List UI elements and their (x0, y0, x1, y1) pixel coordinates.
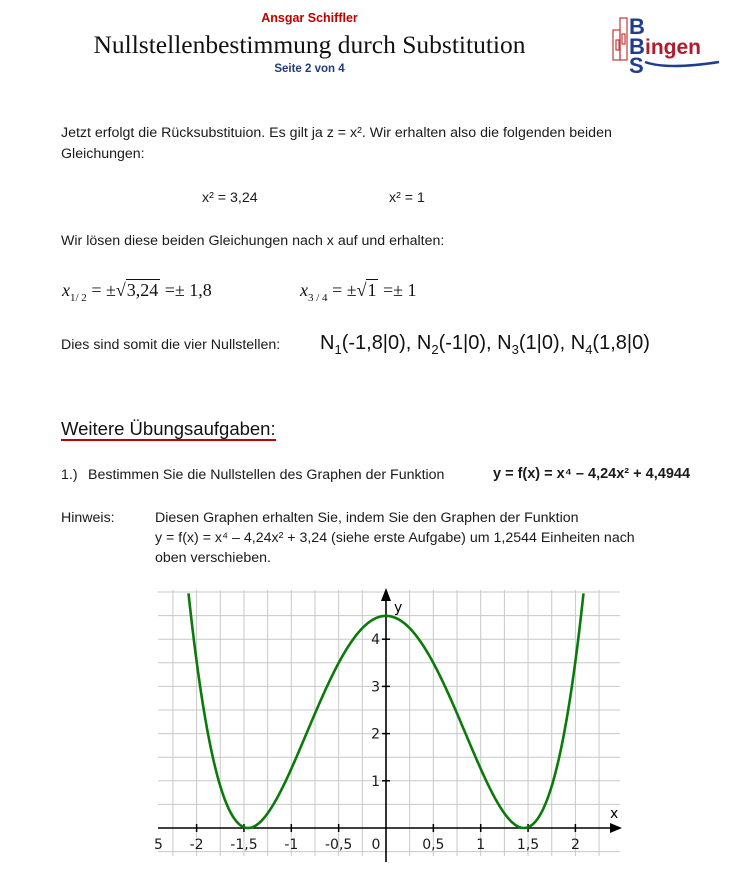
x-axis-arrow-icon (610, 823, 622, 833)
x-tick-label: 1,5 (516, 837, 540, 853)
equation-b: x² = 1 (389, 190, 425, 206)
exercise-number: 1.) (61, 467, 78, 483)
root-3: $N_3(1|0)$ (497, 332, 560, 357)
x-tick-label: -1 (284, 837, 299, 853)
x-tick-label: -0,5 (324, 837, 353, 853)
exercise-function: y = f(x) = x⁴ – 4,24x² + 4,4944 (493, 466, 691, 482)
x-tick-label: -2 (189, 837, 204, 853)
x-tick-label: -1,5 (230, 837, 258, 853)
y-tick-label: 4 (371, 632, 380, 649)
page-indicator: Seite 2 von 4 (274, 63, 345, 75)
hint-label: Hinweis: (61, 510, 115, 526)
root-2: $N_2(-1|0)$ (416, 332, 487, 357)
exercise-text: Bestimmen Sie die Nullstellen des Graphen der Funktion (88, 467, 445, 483)
roots-label: Dies sind somit die vier Nullstellen: (61, 337, 281, 353)
solution-a-radicand: 3,24 (126, 280, 159, 300)
solution-a-var: x (62, 280, 70, 300)
root-4: $N_4(1,8|0)$ (570, 332, 650, 357)
solution-a-result: =± 1,8 (164, 280, 212, 300)
solution-b-result: =± 1 (382, 280, 417, 300)
x-tick-label: 1 (476, 837, 486, 853)
roots-list: $N_1(-1,8|0)$, $N_2(-1|0)$, $N_3(1|0)$, $N_4(1,8|0)$ (320, 332, 650, 357)
hint-line-2: y = f(x) = x⁴ – 4,24x² + 3,24 (siehe erste Aufgabe) um 1,2544 Einheiten nach (155, 530, 635, 546)
intro-line-2: Gleichungen: (61, 146, 145, 162)
y-tick-label: 2 (371, 726, 380, 743)
y-tick-label: 3 (371, 679, 380, 696)
x-tick-label-clipped: 5 (154, 837, 163, 853)
root-1: $N_1(-1,8|0)$ (320, 332, 406, 357)
sqrt-icon: √ (356, 280, 367, 300)
x-tick-label: 0,5 (422, 837, 445, 853)
equation-a: x² = 3,24 (202, 190, 258, 206)
solution-b-var: x (300, 280, 308, 300)
logo-letter-b2: B (629, 34, 645, 59)
x-axis-label: x (610, 806, 619, 822)
intro-line-1: Jetzt erfolgt die Rücksubstituion. Es gilt ja z = x². Wir erhalten also die folgenden beiden (61, 125, 612, 141)
logo-letter-s: S (629, 53, 644, 74)
page-title: Nullstellenbestimmung durch Substitution (93, 30, 526, 59)
sqrt-icon: √ (115, 280, 126, 300)
origin-label: 0 (371, 837, 381, 853)
y-tick-label: 1 (371, 773, 380, 790)
solution-b-sub: 3 / 4 (308, 292, 328, 304)
section-heading: Weitere Übungsaufgaben: (61, 418, 276, 439)
solution-a-sub: 1/ 2 (70, 292, 87, 304)
solve-text: Wir lösen diese beiden Gleichungen nach x auf und erhalten: (61, 233, 445, 249)
y-axis-label: y (394, 600, 403, 616)
hint-line-3: oben verschieben. (155, 550, 271, 566)
solution-a-pre: = ± (91, 280, 116, 300)
x-tick-label: 2 (570, 837, 580, 853)
logo-word: ingen (645, 36, 701, 59)
logo-letter-b1: B (629, 14, 645, 39)
y-axis-arrow-icon (381, 588, 391, 601)
solution-b-pre: = ± (332, 280, 357, 300)
author-name: Ansgar Schiffler (261, 11, 358, 25)
hint-line-1: Diesen Graphen erhalten Sie, indem Sie den Graphen der Funktion (155, 510, 579, 526)
solution-b-radicand: 1 (367, 280, 377, 300)
